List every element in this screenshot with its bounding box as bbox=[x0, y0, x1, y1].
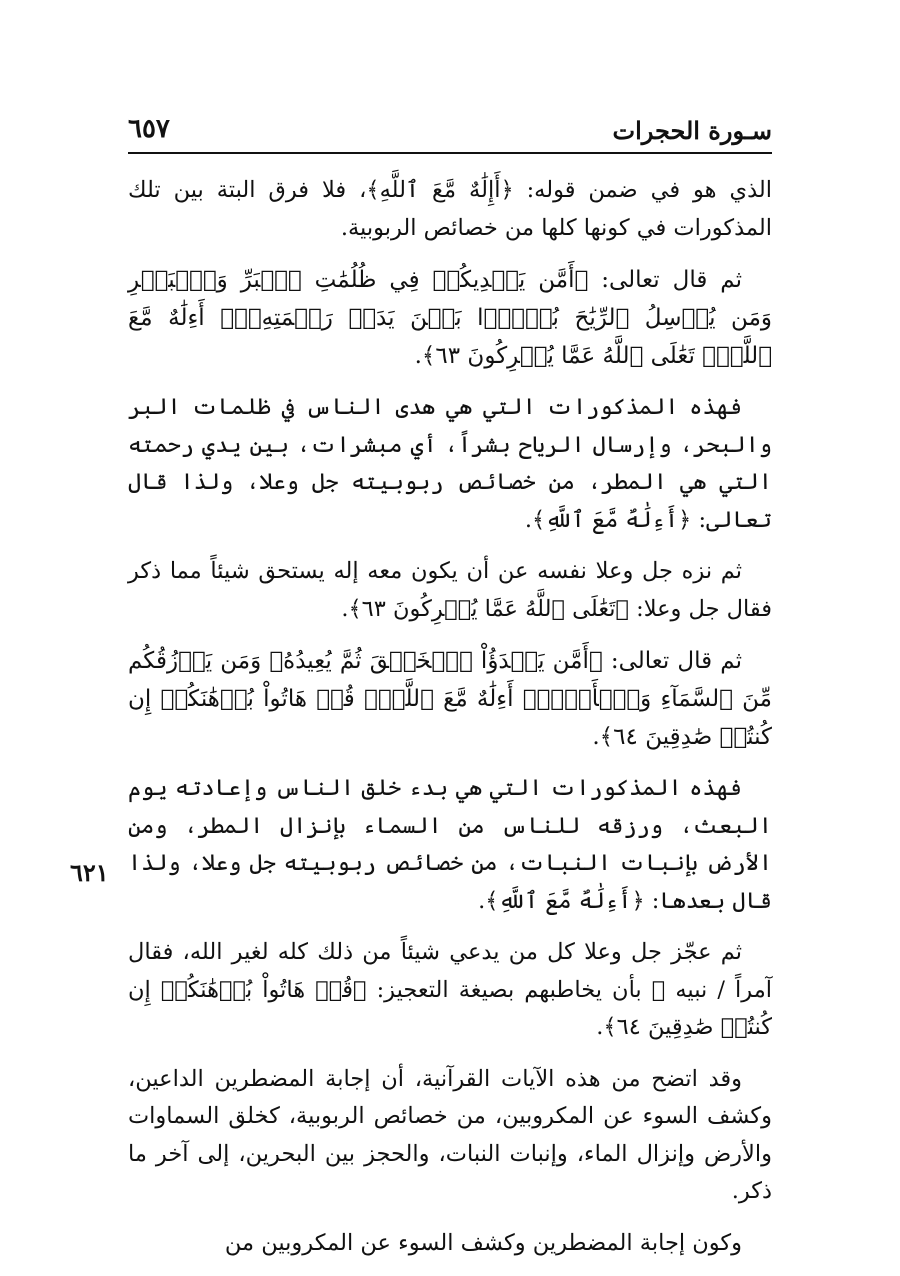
page-header bbox=[128, 112, 772, 154]
surah-title: سـورة الحجرات bbox=[612, 116, 772, 145]
paragraph: فهذه المذكورات التي هي بدء خلق الناس وإعادته يوم البعث، ورزقه للناس من السماء بإنزال المطر، ومن الأرض بإنبات النبات، من خصائص ربوبيته جل وعلا، ولذا قال بعدها: ﴿أَءِلَٰهٌ مَّعَ ٱللَّهِ﴾. bbox=[128, 775, 772, 914]
paragraph: ثم عجّز جل وعلا كل من يدعي شيئاً من ذلك كله لغير الله، فقال آمراً / نبيه ﷺ بأن يخاطبهم بصيغة التعجيز: ﴿قُلۡ هَاتُواْ بُرۡهَٰنَكُمۡ إِن كُنتُمۡ صَٰدِقِينَ ٦٤﴾. bbox=[128, 939, 772, 1040]
margin-page-reference: ٦٢١ bbox=[70, 858, 109, 887]
page-number: ٦٥٧ bbox=[128, 114, 170, 144]
page-body bbox=[128, 172, 772, 1276]
paragraph: وقد اتضح من هذه الآيات القرآنية، أن إجابة المضطرين الداعين، وكشف السوء عن المكروبين، من خصائص الربوبية، كخلق السماوات والأرض وإنزال الماء، وإنبات النبات، والحجز بين البحرين، إلى آخر ما ذكر. bbox=[128, 1065, 772, 1204]
paragraph: ثم قال تعالى: ﴿أَمَّن يَبۡدَؤُاْ ٱلۡخَلۡقَ ثُمَّ يُعِيدُهُۥ وَمَن يَرۡزُقُكُم مِّنَ ٱلسَّمَآءِ وَٱلۡأَرۡضِۗ أَءِلَٰهٌ مَّعَ ٱللَّهِۚ قُلۡ هَاتُواْ بُرۡهَٰنَكُمۡ إِن كُنتُمۡ صَٰدِقِينَ ٦٤﴾. bbox=[128, 648, 772, 750]
paragraph: ثم قال تعالى: ﴿أَمَّن يَهۡدِيكُمۡ فِي ظُلُمَٰتِ ٱلۡبَرِّ وَٱلۡبَحۡرِ وَمَن يُرۡسِلُ ٱلرِّيَٰحَ بُشۡرَۢا بَيۡنَ يَدَيۡ رَحۡمَتِهِۦٓۗ أَءِلَٰهٌ مَّعَ ٱللَّهِۚ تَعَٰلَى ٱللَّهُ عَمَّا يُشۡرِكُونَ ٦٣﴾. bbox=[128, 267, 772, 369]
paragraph: فهذه المذكورات التي هي هدى الناس في ظلمات البر والبحر، وإرسال الرياح بشراً، أي مبشرات، بين يدي رحمته التي هي المطر، من خصائص ربوبيته جل وعلا، ولذا قال تعالى: ﴿أَءِلَٰهٌ مَّعَ ٱللَّهِ﴾. bbox=[128, 394, 772, 533]
paragraph: وكون إجابة المضطرين وكشف السوء عن المكروبين من bbox=[224, 1229, 742, 1256]
paragraph: ثم نزه جل وعلا نفسه عن أن يكون معه إله يستحق شيئاً مما ذكر فقال جل وعلا: ﴿تَعَٰلَى ٱللَّهُ عَمَّا يُشۡرِكُونَ ٦٣﴾. bbox=[128, 558, 772, 622]
paragraph: الذي هو في ضمن قوله: ﴿أَإِلَٰهٌ مَّعَ ٱللَّهِ﴾، فلا فرق البتة بين تلك المذكورات في كونها كلها من خصائص الربوبية. bbox=[128, 177, 772, 241]
